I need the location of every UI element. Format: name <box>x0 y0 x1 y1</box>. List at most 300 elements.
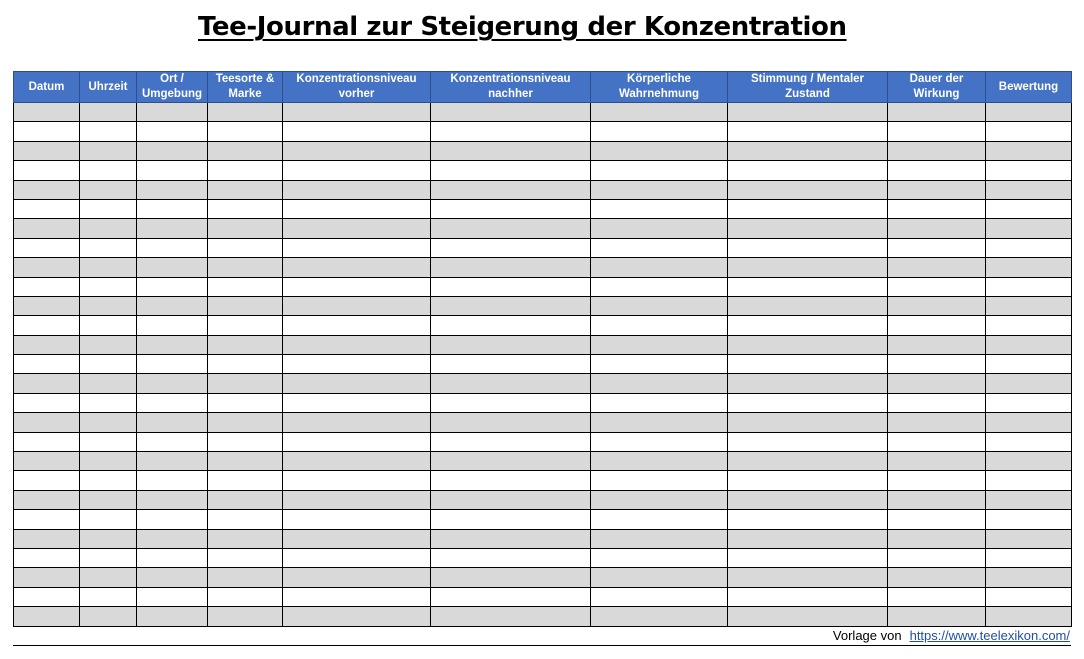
table-cell[interactable] <box>80 607 137 626</box>
table-cell[interactable] <box>208 510 283 529</box>
table-cell[interactable] <box>208 452 283 471</box>
table-cell[interactable] <box>986 374 1072 393</box>
table-cell[interactable] <box>208 490 283 509</box>
table-cell[interactable] <box>208 432 283 451</box>
table-cell[interactable] <box>208 296 283 315</box>
table-cell[interactable] <box>431 277 591 296</box>
table-cell[interactable] <box>986 568 1072 587</box>
table-cell[interactable] <box>208 587 283 606</box>
table-cell[interactable] <box>431 219 591 238</box>
table-cell[interactable] <box>888 122 986 141</box>
table-cell[interactable] <box>728 296 888 315</box>
table-cell[interactable] <box>80 587 137 606</box>
table-cell[interactable] <box>591 510 728 529</box>
table-cell[interactable] <box>208 355 283 374</box>
table-cell[interactable] <box>986 413 1072 432</box>
table-cell[interactable] <box>986 393 1072 412</box>
table-cell[interactable] <box>283 393 431 412</box>
table-cell[interactable] <box>80 452 137 471</box>
table-cell[interactable] <box>986 471 1072 490</box>
table-cell[interactable] <box>431 452 591 471</box>
table-cell[interactable] <box>283 296 431 315</box>
table-row <box>14 122 1072 141</box>
table-row <box>14 452 1072 471</box>
table-cell[interactable] <box>728 490 888 509</box>
table-cell[interactable] <box>431 161 591 180</box>
table-cell[interactable] <box>283 587 431 606</box>
table-cell[interactable] <box>728 316 888 335</box>
table-cell[interactable] <box>80 510 137 529</box>
table-cell[interactable] <box>283 432 431 451</box>
table-cell[interactable] <box>137 587 208 606</box>
table-cell[interactable] <box>14 510 80 529</box>
table-cell[interactable] <box>80 141 137 160</box>
table-cell[interactable] <box>14 568 80 587</box>
table-cell[interactable] <box>431 393 591 412</box>
table-cell[interactable] <box>591 219 728 238</box>
table-row <box>14 219 1072 238</box>
table-cell[interactable] <box>431 316 591 335</box>
table-cell[interactable] <box>986 277 1072 296</box>
table-cell[interactable] <box>283 277 431 296</box>
table-row <box>14 529 1072 548</box>
column-header-dauer: Dauer der Wirkung <box>888 72 986 103</box>
table-cell[interactable] <box>888 510 986 529</box>
table-cell[interactable] <box>80 432 137 451</box>
table-cell[interactable] <box>986 258 1072 277</box>
table-cell[interactable] <box>80 471 137 490</box>
table-cell[interactable] <box>431 413 591 432</box>
table-cell[interactable] <box>728 199 888 218</box>
table-row <box>14 355 1072 374</box>
table-cell[interactable] <box>728 607 888 626</box>
table-cell[interactable] <box>591 141 728 160</box>
table-cell[interactable] <box>888 316 986 335</box>
table-cell[interactable] <box>14 199 80 218</box>
table-cell[interactable] <box>137 355 208 374</box>
table-cell[interactable] <box>888 335 986 354</box>
journal-table <box>13 71 1072 627</box>
table-cell[interactable] <box>431 471 591 490</box>
table-cell[interactable] <box>80 122 137 141</box>
table-row <box>14 335 1072 354</box>
table-cell[interactable] <box>986 296 1072 315</box>
table-cell[interactable] <box>137 374 208 393</box>
table-cell[interactable] <box>431 490 591 509</box>
table-cell[interactable] <box>14 296 80 315</box>
table-cell[interactable] <box>431 335 591 354</box>
table-cell[interactable] <box>14 587 80 606</box>
table-cell[interactable] <box>888 452 986 471</box>
table-cell[interactable] <box>431 238 591 257</box>
table-cell[interactable] <box>888 413 986 432</box>
table-cell[interactable] <box>888 161 986 180</box>
table-cell[interactable] <box>728 393 888 412</box>
table-cell[interactable] <box>728 258 888 277</box>
table-cell[interactable] <box>208 103 283 122</box>
table-cell[interactable] <box>986 548 1072 567</box>
table-cell[interactable] <box>137 238 208 257</box>
table-cell[interactable] <box>986 141 1072 160</box>
table-cell[interactable] <box>591 103 728 122</box>
table-cell[interactable] <box>728 510 888 529</box>
table-cell[interactable] <box>888 393 986 412</box>
table-row <box>14 607 1072 626</box>
table-cell[interactable] <box>283 199 431 218</box>
table-cell[interactable] <box>591 529 728 548</box>
table-row <box>14 568 1072 587</box>
table-cell[interactable] <box>80 529 137 548</box>
table-row <box>14 277 1072 296</box>
table-cell[interactable] <box>137 122 208 141</box>
table-row <box>14 548 1072 567</box>
table-cell[interactable] <box>283 219 431 238</box>
table-cell[interactable] <box>208 316 283 335</box>
footer-prefix: Vorlage von <box>832 628 902 643</box>
table-cell[interactable] <box>137 335 208 354</box>
table-cell[interactable] <box>283 180 431 199</box>
table-cell[interactable] <box>208 180 283 199</box>
table-cell[interactable] <box>591 161 728 180</box>
table-cell[interactable] <box>283 335 431 354</box>
table-cell[interactable] <box>728 452 888 471</box>
table-cell[interactable] <box>591 568 728 587</box>
table-row <box>14 238 1072 257</box>
table-cell[interactable] <box>14 413 80 432</box>
table-cell[interactable] <box>986 490 1072 509</box>
table-cell[interactable] <box>14 335 80 354</box>
table-cell[interactable] <box>137 413 208 432</box>
table-cell[interactable] <box>14 452 80 471</box>
table-row <box>14 432 1072 451</box>
table-cell[interactable] <box>431 355 591 374</box>
table-cell[interactable] <box>208 607 283 626</box>
table-cell[interactable] <box>431 180 591 199</box>
table-cell[interactable] <box>728 529 888 548</box>
table-cell[interactable] <box>888 471 986 490</box>
table-cell[interactable] <box>728 587 888 606</box>
table-cell[interactable] <box>591 180 728 199</box>
table-cell[interactable] <box>728 238 888 257</box>
table-cell[interactable] <box>591 548 728 567</box>
table-cell[interactable] <box>208 141 283 160</box>
table-cell[interactable] <box>986 103 1072 122</box>
table-cell[interactable] <box>986 432 1072 451</box>
table-cell[interactable] <box>888 587 986 606</box>
table-cell[interactable] <box>80 355 137 374</box>
table-cell[interactable] <box>591 277 728 296</box>
table-cell[interactable] <box>283 141 431 160</box>
table-cell[interactable] <box>728 432 888 451</box>
table-cell[interactable] <box>14 529 80 548</box>
table-cell[interactable] <box>986 529 1072 548</box>
table-cell[interactable] <box>728 122 888 141</box>
table-cell[interactable] <box>137 548 208 567</box>
table-cell[interactable] <box>431 122 591 141</box>
table-cell[interactable] <box>208 335 283 354</box>
table-cell[interactable] <box>137 393 208 412</box>
table-cell[interactable] <box>591 238 728 257</box>
table-cell[interactable] <box>80 393 137 412</box>
table-cell[interactable] <box>728 374 888 393</box>
table-cell[interactable] <box>986 335 1072 354</box>
table-cell[interactable] <box>14 432 80 451</box>
table-cell[interactable] <box>591 122 728 141</box>
table-cell[interactable] <box>208 277 283 296</box>
table-cell[interactable] <box>80 219 137 238</box>
table-cell[interactable] <box>14 103 80 122</box>
table-cell[interactable] <box>283 161 431 180</box>
table-cell[interactable] <box>283 510 431 529</box>
journal-body <box>14 103 1072 627</box>
table-cell[interactable] <box>283 529 431 548</box>
table-cell[interactable] <box>80 258 137 277</box>
table-row <box>14 258 1072 277</box>
table-cell[interactable] <box>431 103 591 122</box>
table-row <box>14 490 1072 509</box>
table-cell[interactable] <box>283 238 431 257</box>
table-cell[interactable] <box>728 103 888 122</box>
table-cell[interactable] <box>986 510 1072 529</box>
table-cell[interactable] <box>137 510 208 529</box>
table-cell[interactable] <box>431 141 591 160</box>
table-cell[interactable] <box>283 568 431 587</box>
table-cell[interactable] <box>283 471 431 490</box>
table-cell[interactable] <box>137 141 208 160</box>
table-cell[interactable] <box>591 471 728 490</box>
table-cell[interactable] <box>208 413 283 432</box>
column-header-konzentration-nachher: Konzentrationsniveau nachher <box>431 72 591 103</box>
table-row <box>14 103 1072 122</box>
table-cell[interactable] <box>14 219 80 238</box>
table-cell[interactable] <box>14 548 80 567</box>
table-cell[interactable] <box>283 258 431 277</box>
table-cell[interactable] <box>728 413 888 432</box>
table-cell[interactable] <box>888 199 986 218</box>
table-cell[interactable] <box>431 568 591 587</box>
table-cell[interactable] <box>888 432 986 451</box>
table-cell[interactable] <box>888 219 986 238</box>
bottom-rule <box>13 645 1071 646</box>
table-row <box>14 393 1072 412</box>
table-cell[interactable] <box>888 141 986 160</box>
column-header-ort: Ort / Umgebung <box>137 72 208 103</box>
table-cell[interactable] <box>137 277 208 296</box>
table-cell[interactable] <box>986 587 1072 606</box>
table-cell[interactable] <box>80 490 137 509</box>
table-cell[interactable] <box>137 607 208 626</box>
table-cell[interactable] <box>14 141 80 160</box>
table-cell[interactable] <box>283 316 431 335</box>
table-cell[interactable] <box>14 161 80 180</box>
table-cell[interactable] <box>283 607 431 626</box>
table-cell[interactable] <box>888 258 986 277</box>
table-cell[interactable] <box>208 471 283 490</box>
table-cell[interactable] <box>728 277 888 296</box>
table-cell[interactable] <box>283 103 431 122</box>
column-header-teesorte: Teesorte & Marke <box>208 72 283 103</box>
table-cell[interactable] <box>80 413 137 432</box>
table-cell[interactable] <box>986 219 1072 238</box>
table-cell[interactable] <box>591 258 728 277</box>
table-cell[interactable] <box>431 432 591 451</box>
table-cell[interactable] <box>431 510 591 529</box>
table-cell[interactable] <box>137 471 208 490</box>
table-cell[interactable] <box>137 529 208 548</box>
table-cell[interactable] <box>283 413 431 432</box>
table-cell[interactable] <box>431 374 591 393</box>
table-cell[interactable] <box>888 374 986 393</box>
table-cell[interactable] <box>137 452 208 471</box>
table-cell[interactable] <box>137 219 208 238</box>
table-cell[interactable] <box>728 335 888 354</box>
table-cell[interactable] <box>888 277 986 296</box>
table-cell[interactable] <box>591 607 728 626</box>
table-cell[interactable] <box>986 161 1072 180</box>
table-cell[interactable] <box>14 180 80 199</box>
table-cell[interactable] <box>728 161 888 180</box>
column-header-bewertung: Bewertung <box>986 72 1072 103</box>
table-cell[interactable] <box>137 296 208 315</box>
table-cell[interactable] <box>283 452 431 471</box>
table-cell[interactable] <box>986 607 1072 626</box>
table-cell[interactable] <box>591 393 728 412</box>
table-cell[interactable] <box>208 568 283 587</box>
table-cell[interactable] <box>80 316 137 335</box>
table-cell[interactable] <box>283 490 431 509</box>
table-row <box>14 374 1072 393</box>
table-cell[interactable] <box>431 548 591 567</box>
table-cell[interactable] <box>14 277 80 296</box>
table-cell[interactable] <box>14 122 80 141</box>
table-cell[interactable] <box>591 587 728 606</box>
table-cell[interactable] <box>728 355 888 374</box>
table-cell[interactable] <box>591 413 728 432</box>
table-cell[interactable] <box>431 296 591 315</box>
table-cell[interactable] <box>14 490 80 509</box>
table-cell[interactable] <box>208 393 283 412</box>
footer-link[interactable]: https://www.teelexikon.com/ <box>909 628 1070 643</box>
table-cell[interactable] <box>208 199 283 218</box>
table-cell[interactable] <box>591 355 728 374</box>
table-cell[interactable] <box>208 219 283 238</box>
table-cell[interactable] <box>208 374 283 393</box>
table-cell[interactable] <box>14 374 80 393</box>
table-cell[interactable] <box>591 316 728 335</box>
table-cell[interactable] <box>137 432 208 451</box>
table-cell[interactable] <box>986 122 1072 141</box>
table-cell[interactable] <box>14 355 80 374</box>
table-cell[interactable] <box>14 471 80 490</box>
table-cell[interactable] <box>431 258 591 277</box>
table-cell[interactable] <box>986 238 1072 257</box>
table-cell[interactable] <box>137 103 208 122</box>
table-cell[interactable] <box>728 180 888 199</box>
table-row <box>14 587 1072 606</box>
table-cell[interactable] <box>431 587 591 606</box>
table-cell[interactable] <box>728 141 888 160</box>
table-cell[interactable] <box>137 180 208 199</box>
table-cell[interactable] <box>80 103 137 122</box>
table-row <box>14 296 1072 315</box>
table-cell[interactable] <box>208 122 283 141</box>
table-cell[interactable] <box>888 568 986 587</box>
table-cell[interactable] <box>208 548 283 567</box>
table-cell[interactable] <box>591 335 728 354</box>
table-cell[interactable] <box>208 238 283 257</box>
table-cell[interactable] <box>591 374 728 393</box>
table-cell[interactable] <box>986 355 1072 374</box>
table-cell[interactable] <box>283 122 431 141</box>
table-cell[interactable] <box>728 568 888 587</box>
table-row <box>14 180 1072 199</box>
table-cell[interactable] <box>80 199 137 218</box>
table-cell[interactable] <box>80 374 137 393</box>
table-cell[interactable] <box>137 258 208 277</box>
table-cell[interactable] <box>80 335 137 354</box>
table-cell[interactable] <box>283 548 431 567</box>
table-cell[interactable] <box>888 490 986 509</box>
table-cell[interactable] <box>888 548 986 567</box>
table-cell[interactable] <box>591 452 728 471</box>
table-cell[interactable] <box>431 529 591 548</box>
table-cell[interactable] <box>986 199 1072 218</box>
table-cell[interactable] <box>137 199 208 218</box>
table-cell[interactable] <box>80 180 137 199</box>
table-cell[interactable] <box>888 180 986 199</box>
table-cell[interactable] <box>14 238 80 257</box>
table-cell[interactable] <box>888 607 986 626</box>
table-cell[interactable] <box>14 607 80 626</box>
table-cell[interactable] <box>80 568 137 587</box>
table-cell[interactable] <box>728 548 888 567</box>
table-cell[interactable] <box>80 296 137 315</box>
table-cell[interactable] <box>137 161 208 180</box>
table-cell[interactable] <box>208 258 283 277</box>
table-cell[interactable] <box>208 161 283 180</box>
table-cell[interactable] <box>888 355 986 374</box>
table-cell[interactable] <box>137 568 208 587</box>
table-cell[interactable] <box>80 277 137 296</box>
table-cell[interactable] <box>591 296 728 315</box>
table-cell[interactable] <box>431 607 591 626</box>
table-cell[interactable] <box>888 238 986 257</box>
table-cell[interactable] <box>137 316 208 335</box>
table-cell[interactable] <box>208 529 283 548</box>
table-cell[interactable] <box>888 529 986 548</box>
table-cell[interactable] <box>283 374 431 393</box>
table-cell[interactable] <box>591 490 728 509</box>
table-cell[interactable] <box>14 258 80 277</box>
table-cell[interactable] <box>728 219 888 238</box>
table-cell[interactable] <box>80 161 137 180</box>
table-cell[interactable] <box>986 180 1072 199</box>
table-cell[interactable] <box>591 432 728 451</box>
table-cell[interactable] <box>888 296 986 315</box>
table-cell[interactable] <box>80 548 137 567</box>
table-cell[interactable] <box>80 238 137 257</box>
table-cell[interactable] <box>14 316 80 335</box>
table-cell[interactable] <box>283 355 431 374</box>
table-cell[interactable] <box>986 452 1072 471</box>
table-cell[interactable] <box>14 393 80 412</box>
table-cell[interactable] <box>986 316 1072 335</box>
table-cell[interactable] <box>888 103 986 122</box>
table-cell[interactable] <box>591 199 728 218</box>
table-cell[interactable] <box>137 490 208 509</box>
table-cell[interactable] <box>431 199 591 218</box>
table-cell[interactable] <box>728 471 888 490</box>
